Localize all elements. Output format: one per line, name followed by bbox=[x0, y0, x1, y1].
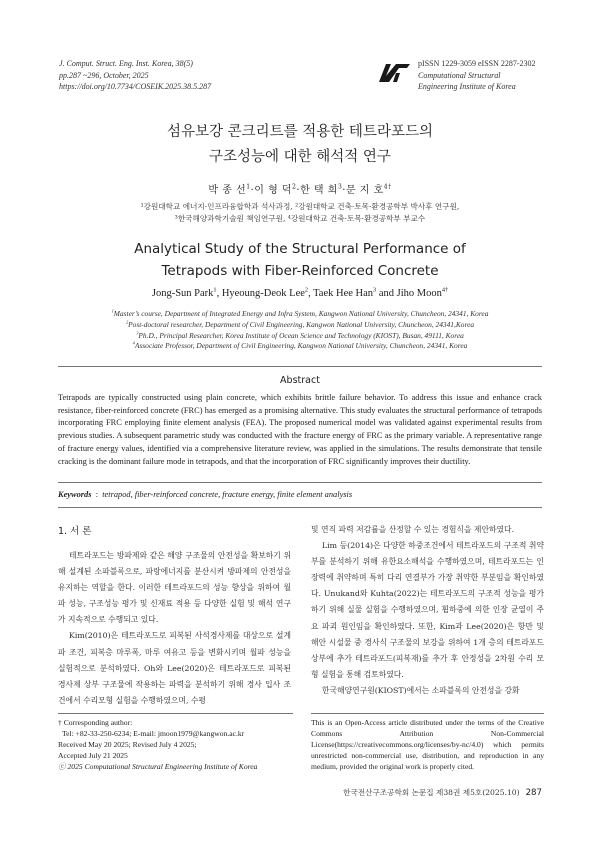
author-name: 박 종 선 bbox=[208, 185, 247, 196]
author-name: 한 택 희 bbox=[300, 185, 338, 196]
english-title-line: Analytical Study of the Structural Performance of bbox=[134, 241, 466, 257]
author-name: Jong-Sun Park bbox=[151, 288, 214, 299]
contact-info[interactable]: Tel: +82-33-250-6234; E-mail: jmoon1979@kangwon.ac.kr bbox=[62, 728, 245, 738]
english-title bbox=[0, 238, 600, 282]
english-affiliations bbox=[0, 309, 600, 352]
author-mark: 3 bbox=[373, 286, 377, 294]
body-column-right bbox=[311, 522, 544, 699]
affiliation-text: Post-doctoral researcher, Department of Civil Engineering, Kangwon National University, Chuncheon, 24341,Korea bbox=[128, 319, 475, 329]
korean-affiliations bbox=[0, 201, 600, 225]
author-mark: 2 bbox=[304, 286, 309, 294]
author-name: 문 지 호 bbox=[345, 185, 384, 196]
paragraph: Lim 등(2014)은 다양한 하중조건에서 테트라포드의 구조적 취약부를 분석하기 위해 유한요소해석을 수행하였으며, 테트라포드는 인장력에 취약하며 특히 다리 연결부가 가장 취약한 부분임을 확인하였다. Unukand와 Kuhta(2022)는 테트라포드의 구조적 성능을 평가하기 위해 실물 실험을 수행하였으며, 휨하중에 의한 인장 균열이 주요 파괴 원인임을 확인하였다. 또한, Kim과 Lee(2020)은 항만 및 해안 시설물 중 경사식 구조물의 보강을 위하여 1개 층의 테트라포드 상부에 추가 테트라포드(피복재)를 추가 후 안정성을 2차원 수리 모형 실험을 통해 검토하였다. bbox=[311, 541, 544, 679]
paragraph: 테트라포드는 방파제와 같은 해양 구조물의 안전성을 확보하기 위해 설계된 소파블록으로, 파랑에너지를 분산시켜 방파제의 안전성을 유지하는 역할을 한다. 이러한 테트라포드의 성능 향상을 위하여 월파 성능, 구조성능 평가 및 신재료 적용 등 다양한 실험 및 해석 연구가 지속적으로 수행되고 있다. bbox=[58, 551, 291, 625]
corresponding-label: † Corresponding author: bbox=[58, 718, 133, 727]
affiliation-mark: 4 bbox=[132, 340, 135, 346]
citation-line: pp.287 ~296, October, 2025 bbox=[59, 70, 149, 80]
footer-journal-info: 한국전산구조공학회 논문집 제38권 제5호(2025.10) bbox=[343, 788, 520, 797]
journal-name: Computational Structural bbox=[418, 70, 501, 80]
keywords-divider bbox=[58, 507, 542, 508]
english-title-line: Tetrapods with Fiber-Reinforced Concrete bbox=[161, 263, 439, 279]
author-mark: 1 bbox=[213, 286, 217, 294]
author-mark: 1 bbox=[246, 183, 251, 191]
affiliation-line bbox=[0, 331, 600, 342]
section-heading: 1. 서 론 bbox=[58, 526, 92, 537]
page-footer bbox=[300, 787, 542, 798]
copyright: ⓒ 2025 Computational Structural Engineering Institute of Korea bbox=[58, 761, 258, 771]
abstract-top-divider bbox=[58, 366, 542, 367]
affiliation-line: ³한국해양과학기술원 책임연구원, ⁴강원대학교 건축·토목·환경공학부 부교수 bbox=[174, 214, 426, 223]
journal-info bbox=[418, 58, 536, 93]
journal-name: Engineering Institute of Korea bbox=[418, 82, 516, 91]
author-name: Hyeoung-Deok Lee bbox=[221, 288, 305, 299]
author-name: 이 형 덕 bbox=[254, 185, 293, 196]
journal-citation bbox=[59, 58, 211, 93]
page-number: 287 bbox=[525, 788, 542, 798]
author-name: Taek Hee Han bbox=[313, 288, 374, 299]
author-mark: 3 bbox=[337, 183, 343, 191]
affiliation-line bbox=[0, 309, 600, 320]
open-access-notice: This is an Open-Access article distributed under the terms of the Creative Commons Attribution Non-Commercial License(https://creativecommons.org/licenses/by-nc/4.0) which permits unrestricted non-commercial use, distribution, and reproduction in any medium, provided the original work is properly cited. bbox=[311, 718, 544, 771]
keywords-text: tetrapod, fiber-reinforced concrete, fracture energy, finite element analysis bbox=[102, 490, 353, 499]
abstract-heading: Abstract bbox=[280, 375, 320, 386]
author-name: Jiho Moon bbox=[396, 288, 442, 299]
paragraph: Kim(2010)은 테트라포드로 피복된 사석경사제를 대상으로 설계파 조건, 피복층 마루폭, 마루 여유고 등을 변화시키며 월파 성능을 실험적으로 분석하였다. Oh와 Lee(2020)은 테트라포드로 피복된 경사제 상부 구조물에 작용하는 파력을 분석하기 위해 경사 입사 조건에서 수리모형 실험을 수행하였으며, 수평 bbox=[58, 631, 291, 705]
accepted-date: Accepted July 21 2025 bbox=[58, 750, 128, 760]
korean-title-line: 구조성능에 대한 해석적 연구 bbox=[209, 149, 391, 165]
korean-authors: 박 종 선$^1$·이 형 덕$^2$·한 택 희$^3$·문 지 호$^{4\dagger}$ bbox=[208, 183, 392, 196]
keywords-separator: : bbox=[95, 490, 99, 499]
affiliation-text: Associate Professor, Department of Civil Engineering, Kangwon National University, Chuncheon, 24341, Korea bbox=[134, 341, 468, 351]
body-column-left bbox=[58, 548, 291, 709]
footnote-divider bbox=[311, 713, 544, 714]
affiliation-line bbox=[0, 341, 600, 352]
paragraph: 및 연직 파력 저감률을 산정할 수 있는 경험식을 제안하였다. bbox=[311, 525, 515, 534]
author-mark: 4† bbox=[383, 183, 392, 191]
korean-title-line: 섬유보강 콘크리트를 적용한 테트라포드의 bbox=[167, 124, 433, 140]
english-authors: Jong-Sun Park$^1$, Hyeoung-Deok Lee$^2$, Taek Hee Han$^3$ and Jiho Moon$^{4\dagger}$ bbox=[151, 286, 449, 299]
paragraph: 한국해양연구원(KIOST)에서는 소파블록의 안전성을 강화 bbox=[322, 685, 520, 695]
footnote-divider bbox=[58, 713, 293, 714]
author-mark: 2 bbox=[292, 183, 297, 191]
received-date: Received May 20 2025; Revised July 4 2025; bbox=[58, 739, 197, 749]
keywords bbox=[58, 490, 352, 499]
keywords-label: Keywords bbox=[58, 490, 92, 499]
issn: pISSN 1229-3059 eISSN 2287-2302 bbox=[418, 59, 536, 68]
doi-link[interactable]: https://doi.org/10.7734/COSEIK.2025.38.5.287 bbox=[59, 82, 212, 91]
affiliation-line bbox=[0, 320, 600, 331]
cseik-logo-icon bbox=[377, 61, 411, 83]
correspondence-note bbox=[58, 718, 293, 773]
citation-line: J. Comput. Struct. Eng. Inst. Korea, 38(5) bbox=[59, 59, 193, 68]
affiliation-text: Master’s course, Department of Integrated Energy and Infra System, Kangwon National University, Chuncheon, 24341, Korea bbox=[113, 309, 489, 318]
affiliation-mark: 1 bbox=[111, 308, 114, 314]
affiliation-mark: 2 bbox=[125, 319, 129, 325]
author-mark: 4† bbox=[441, 286, 449, 294]
korean-title bbox=[0, 120, 600, 170]
abstract-bottom-divider bbox=[58, 482, 542, 483]
abstract-text: Tetrapods are typically constructed using plain concrete, which exhibits brittle failure behavior. To address this issue and enhance crack resistance, fiber-reinforced concrete (FRC) has emerged as a promising alternative. This study evaluates the structural performance of tetrapods incorporating FRC employing finite element analysis (FEA). The proposed numerical model was validated against experimental results from previous studies. A subsequent parametric study was conducted with the fracture energy of FRC as the primary variable. A representative range of fracture energy values, identified via a comprehensive literature review, was applied in the simulations. The results demonstrate that tensile cracking is the dominant failure mode in tetrapods, and that the incorporation of FRC significantly improves their ductility. bbox=[58, 393, 542, 466]
affiliation-text: Ph.D., Principal Researcher, Korea Institute of Ocean Science and Technology (KIOST), Busan, 49111, Korea bbox=[138, 330, 464, 340]
affiliation-line: ¹강원대학교 에너지·인프라융합학과 석사과정, ²강원대학교 건축·토목·환경공학부 박사후 연구원, bbox=[140, 202, 460, 211]
affiliation-mark: 3 bbox=[136, 330, 139, 336]
